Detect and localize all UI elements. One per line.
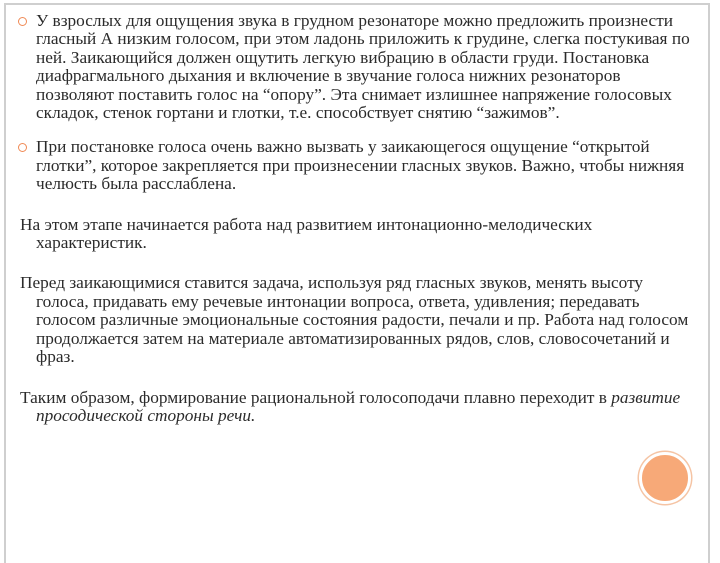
bullet-circle-icon (18, 17, 27, 26)
bullet-circle-icon (18, 143, 27, 152)
decorative-circle-icon (639, 452, 691, 504)
paragraph-vowel-task (18, 274, 694, 366)
paragraph-text: Перед заикающимися ставится задача, используя ряд гласных звуков, менять высоту голоса, придавать ему речевые интонации вопроса, ответа, удивления; передавать голосом различные эмоциональные состояния радости, печали и пр. Работа над голосом продолжается затем на материале автоматизированных рядов, слов, словосочетаний и фраз. (20, 273, 689, 367)
paragraph-conclusion (18, 389, 694, 426)
paragraph-text: У взрослых для ощущения звука в грудном резонаторе можно предложить произнести гласный А низким голосом, при этом ладонь приложить к грудине, слегка постукивая по ней. Заикающийся должен ощутить легкую вибрацию в области груди. Постановка диафрагмального дыхания и включение в звучание голоса нижних резонаторов позволяют поставить голос на “опору”. Эта снимает излишнее напряжение голосовых складок, стенок гортани и глотки, т.е. способствует снятию “зажимов”. (36, 11, 690, 123)
paragraph-text: Таким образом, формирование рациональной голосоподачи плавно переходит в (20, 387, 612, 407)
slide-content (18, 12, 694, 425)
paragraph-text: На этом этапе начинается работа над развитием интонационно-мелодических характеристик. (20, 214, 593, 253)
paragraph-intonation-stage (18, 216, 694, 253)
paragraph-text: При постановке голоса очень важно вызвать у заикающегося ощущение “открытой глотки”, которое закрепляется при произнесении гласных звуков. Важно, чтобы нижняя челюсть была расслаблена. (36, 137, 685, 194)
paragraph-open-throat (18, 138, 694, 193)
paragraph-italic-text: развитие просодической стороны речи. (36, 387, 681, 425)
paragraph-chest-resonator (18, 12, 694, 122)
